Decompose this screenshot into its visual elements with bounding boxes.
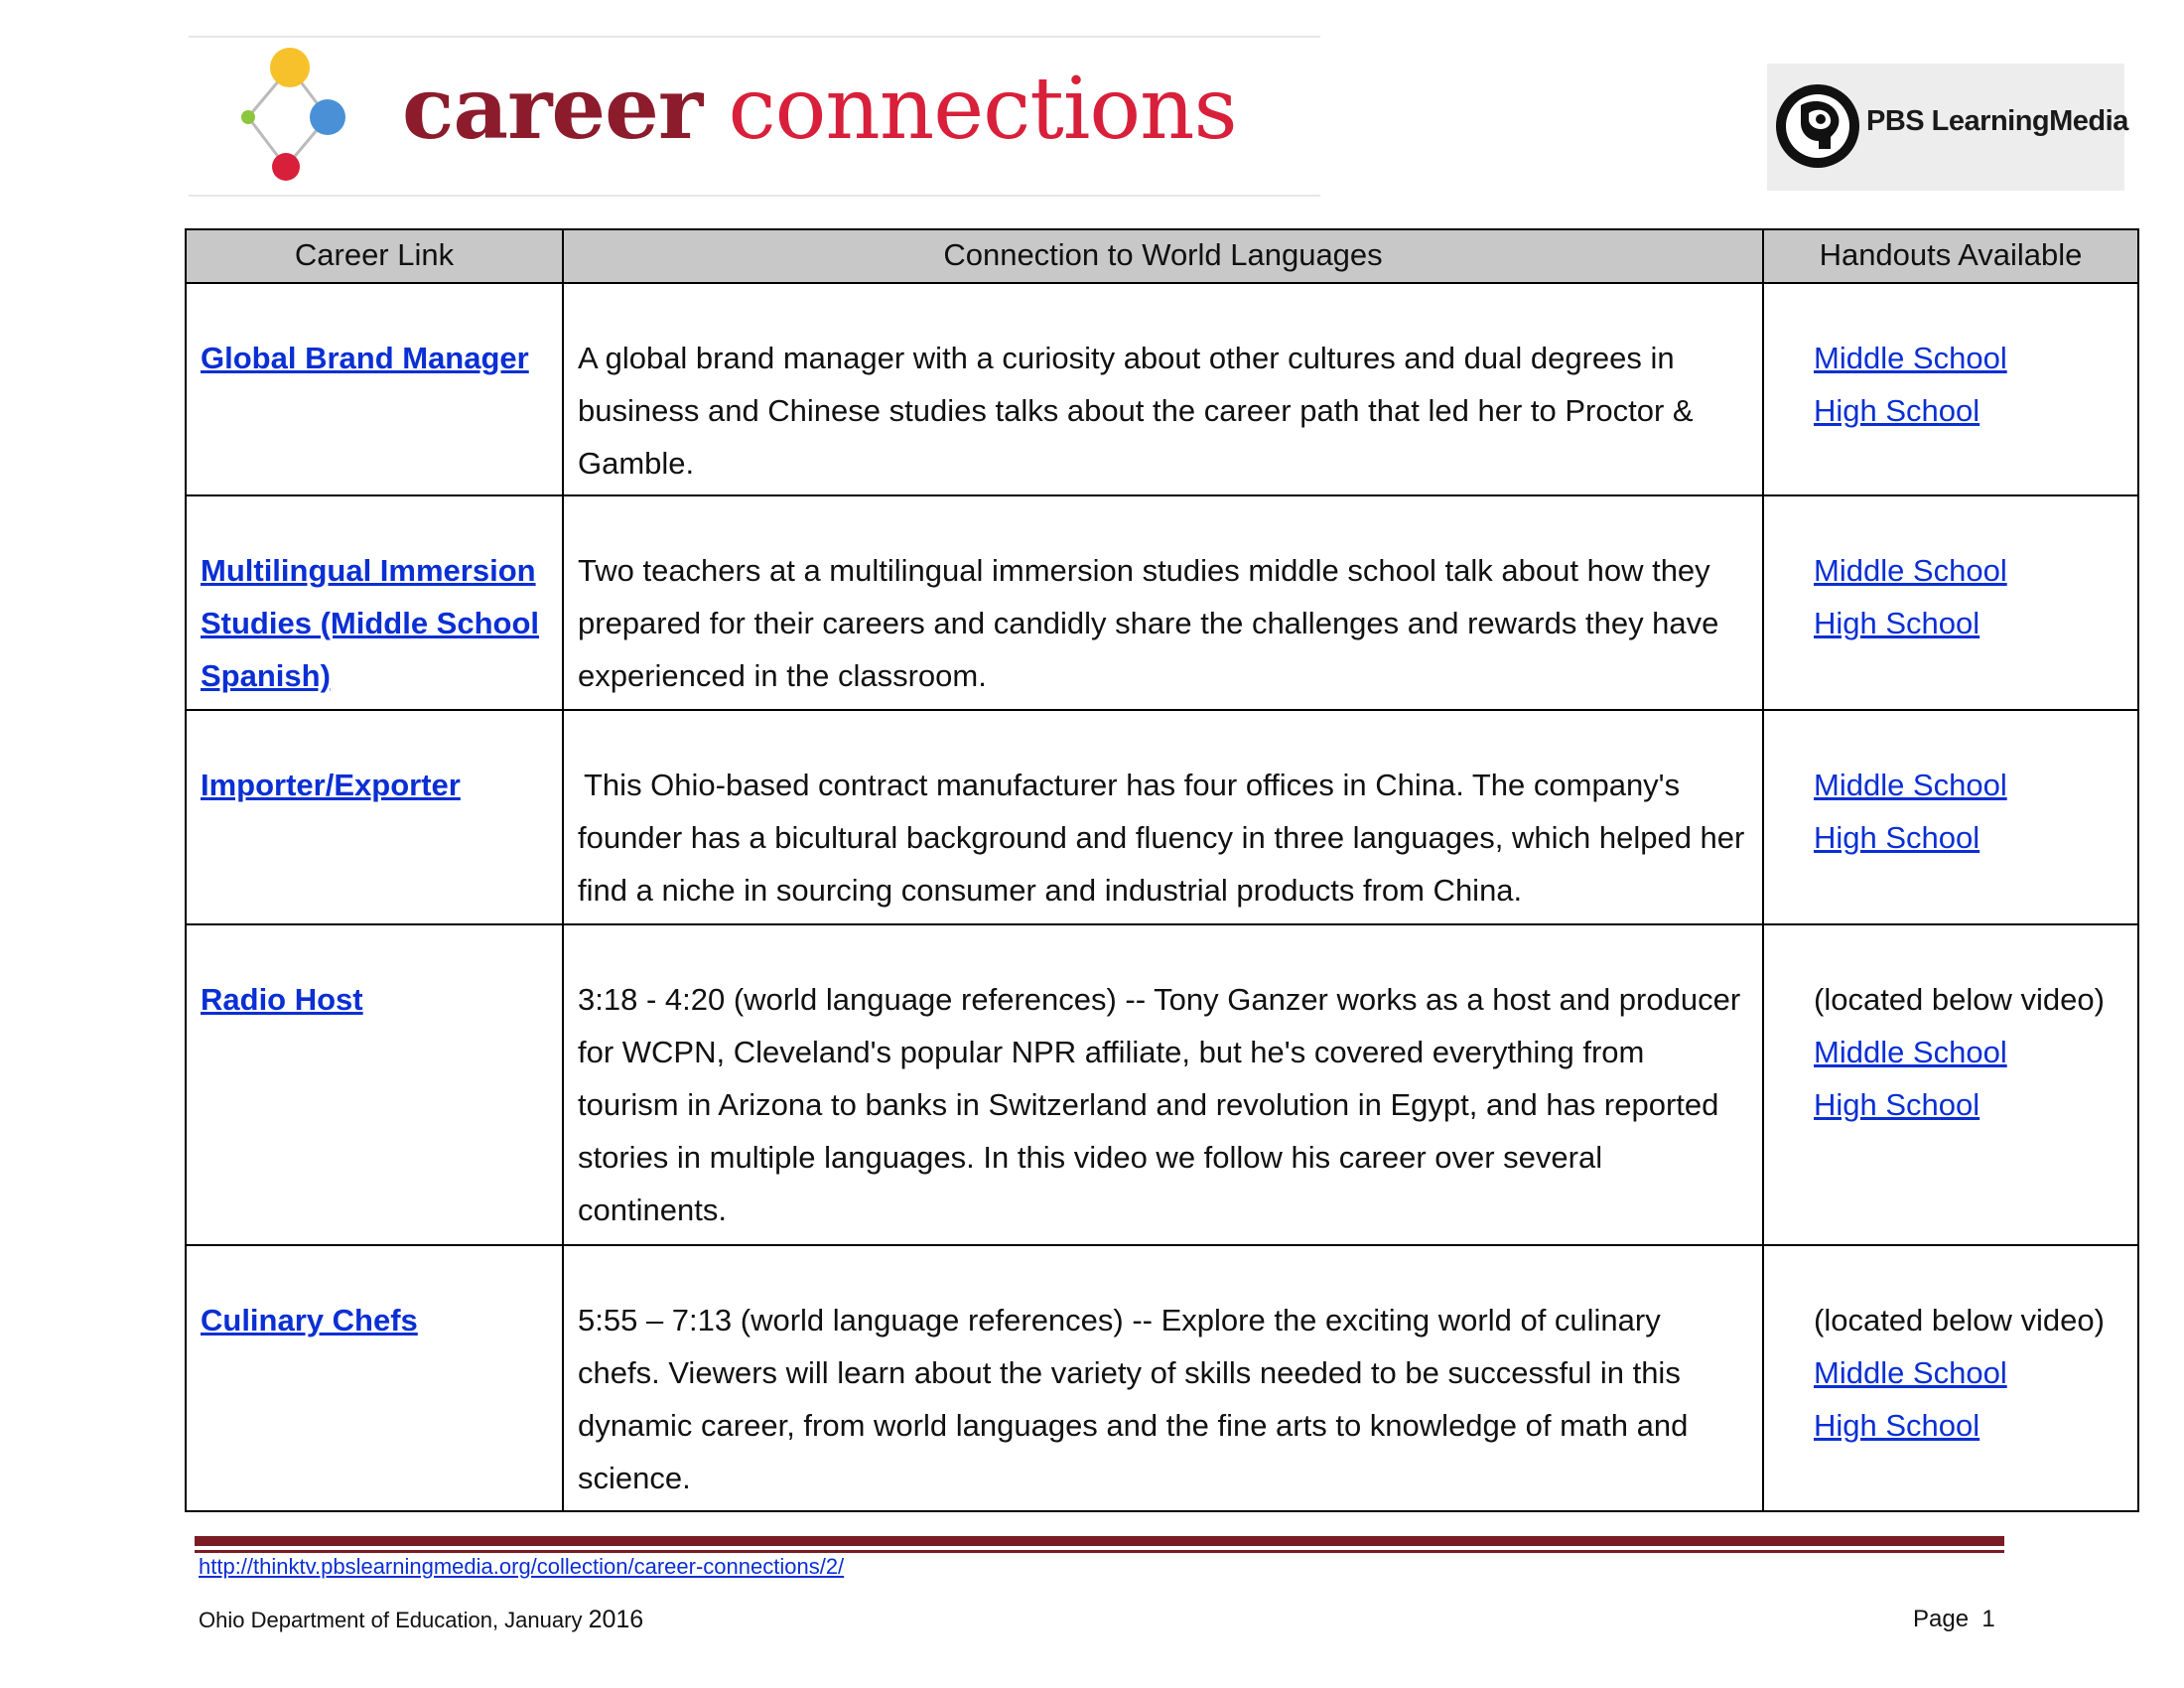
logo-wordmark	[402, 60, 1237, 159]
high-school-handout-link[interactable]: High School	[1814, 606, 1980, 640]
career-cell	[186, 495, 563, 710]
career-cell	[186, 283, 563, 495]
footer-divider-thin	[195, 1550, 2004, 1553]
middle-school-handout-link[interactable]: Middle School	[1814, 1035, 2007, 1069]
description-cell: 3:18 - 4:20 (world language references) -- Tony Ganzer works as a host and producer for WCPN, Cleveland's popular NPR affiliate, but he's covered everything from tourism in Arizona to banks in Switzerland and revolution in Egypt, and has reported stories in multiple languages. In this video we follow his career over several continents.	[563, 924, 1763, 1245]
description-cell: This Ohio-based contract manufacturer has four offices in China. The company's founder has a bicultural background and fluency in three languages, which helped her find a niche in sourcing consumer and industrial products from China.	[563, 710, 1763, 924]
high-school-handout-link[interactable]: High School	[1814, 820, 1980, 855]
logo-word-connections: connections	[728, 60, 1237, 159]
career-cell	[186, 924, 563, 1245]
footer-year: 2016	[588, 1606, 644, 1633]
career-connections-logo	[189, 36, 1320, 197]
handouts-cell	[1763, 924, 2138, 1245]
table-header-row	[186, 229, 2138, 283]
career-cell	[186, 710, 563, 924]
high-school-handout-link[interactable]: High School	[1814, 393, 1980, 428]
description-cell: 5:55 – 7:13 (world language references) -- Explore the exciting world of culinary chefs. Viewers will learn about the variety of skills needed to be successful in this dynamic career, from world languages and the fine arts to knowledge of math and science.	[563, 1245, 1763, 1511]
collection-url-link[interactable]: http://thinktv.pbslearningmedia.org/collection/career-connections/2/	[199, 1554, 845, 1579]
header-connection: Connection to World Languages	[563, 229, 1763, 283]
career-link-importer-exporter[interactable]: Importer/Exporter	[201, 768, 461, 802]
middle-school-handout-link[interactable]: Middle School	[1814, 768, 2007, 802]
header-handouts: Handouts Available	[1763, 229, 2138, 283]
footer-divider	[195, 1536, 2004, 1546]
handouts-cell	[1763, 1245, 2138, 1511]
description-cell: Two teachers at a multilingual immersion studies middle school talk about how they prepared for their careers and candidly share the challenges and rewards they have experienced in the classroom.	[563, 495, 1763, 710]
career-link-global-brand-manager[interactable]: Global Brand Manager	[201, 341, 529, 375]
logo-word-career: career	[402, 59, 703, 159]
table-row	[186, 283, 2138, 495]
handouts-cell	[1763, 495, 2138, 710]
handouts-cell	[1763, 283, 2138, 495]
handouts-cell	[1763, 710, 2138, 924]
table-row	[186, 710, 2138, 924]
page-number: Page 1	[1913, 1606, 1995, 1632]
career-table	[185, 228, 2139, 1512]
header-career-link: Career Link	[186, 229, 563, 283]
career-cell	[186, 1245, 563, 1511]
high-school-handout-link[interactable]: High School	[1814, 1408, 1980, 1443]
footer-org-text: Ohio Department of Education, January	[199, 1608, 589, 1632]
pbs-logo-text: PBS LearningMedia	[1866, 105, 2128, 137]
career-link-radio-host[interactable]: Radio Host	[201, 982, 363, 1017]
pbs-head-icon	[1775, 83, 1860, 169]
table-row	[186, 1245, 2138, 1511]
description-cell: A global brand manager with a curiosity about other cultures and dual degrees in business and Chinese studies talks about the career path that led her to Proctor & Gamble.	[563, 283, 1763, 495]
handout-location-note: (located below video)	[1814, 982, 2105, 1017]
pbs-learningmedia-logo	[1767, 64, 2128, 191]
footer-organization	[199, 1606, 643, 1634]
career-link-multilingual-immersion[interactable]: Multilingual Immersion Studies (Middle School Spanish)	[201, 553, 540, 693]
high-school-handout-link[interactable]: High School	[1814, 1087, 1980, 1122]
middle-school-handout-link[interactable]: Middle School	[1814, 553, 2007, 588]
table-row	[186, 924, 2138, 1245]
table-row	[186, 495, 2138, 710]
handout-location-note: (located below video)	[1814, 1303, 2105, 1337]
network-nodes-icon	[228, 42, 347, 189]
career-link-culinary-chefs[interactable]: Culinary Chefs	[201, 1303, 418, 1337]
middle-school-handout-link[interactable]: Middle School	[1814, 341, 2007, 375]
middle-school-handout-link[interactable]: Middle School	[1814, 1355, 2007, 1390]
